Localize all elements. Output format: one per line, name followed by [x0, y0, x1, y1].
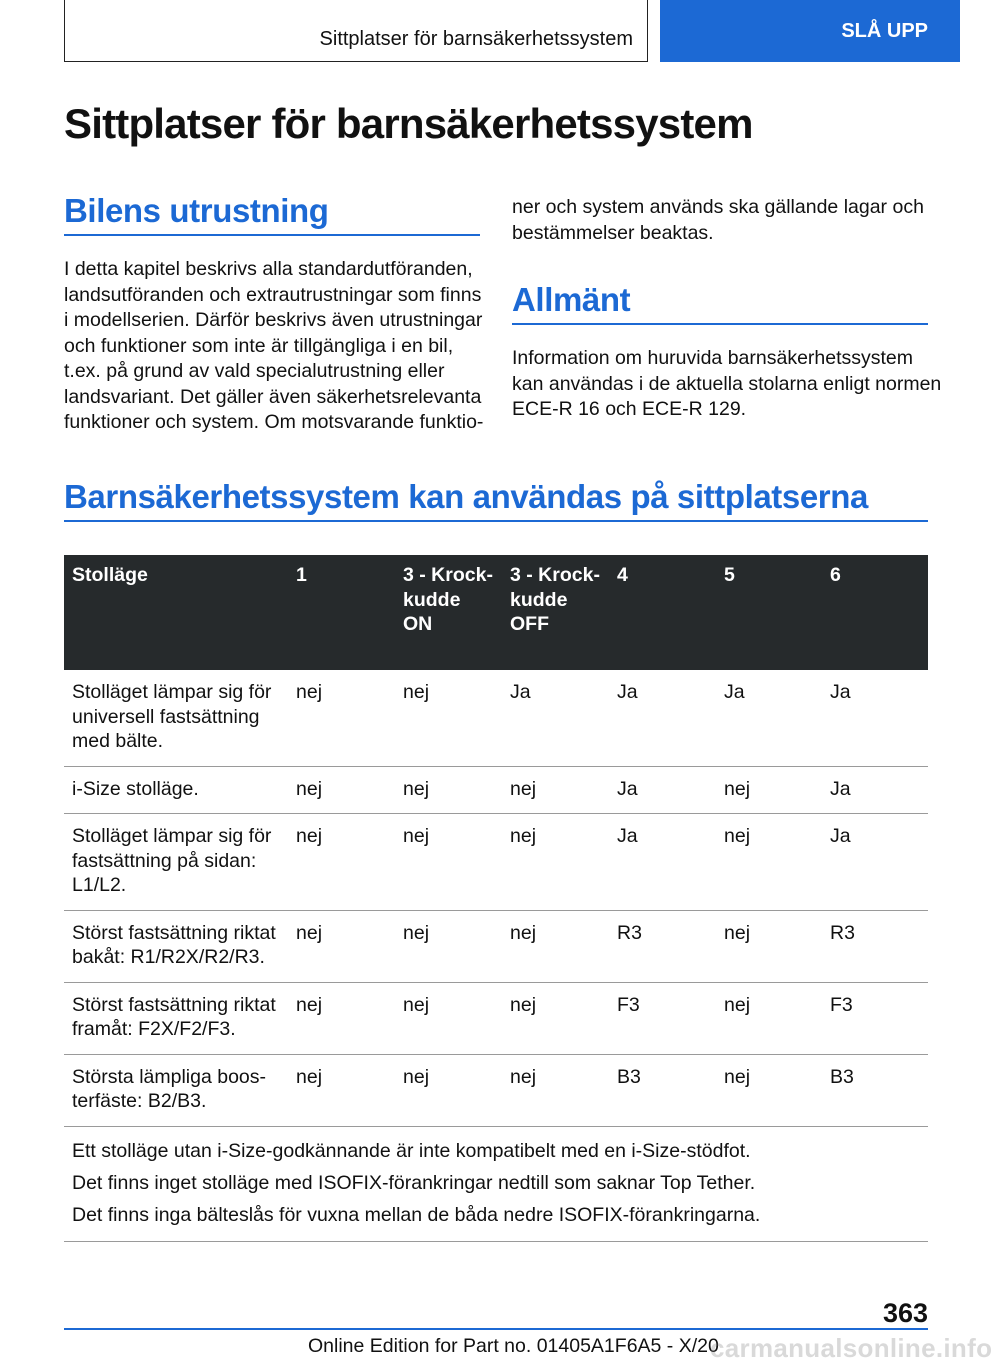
table-cell: i-Size stolläge.	[64, 766, 288, 814]
table-cell: Stolläget lämpar sig för fastsättning på sidan: L1/L2.	[64, 814, 288, 911]
header-section-box	[64, 0, 648, 62]
table-cell: nej	[395, 910, 502, 982]
table-cell: nej	[288, 814, 395, 911]
text-line: landsvariant. Det gäller även säkerhetsrelevanta	[64, 385, 482, 408]
equipment-paragraph-col1	[64, 257, 483, 436]
table-header-cell: 3 - Krock- kudde OFF	[502, 555, 609, 670]
table-row	[64, 670, 928, 766]
table-cell: B3	[609, 1054, 716, 1126]
table-cell: nej	[288, 910, 395, 982]
seating-table	[64, 555, 928, 1242]
table-note: Det finns inget stolläge med ISOFIX-förankringar nedtill som saknar Top Tether.	[72, 1171, 756, 1194]
table-row	[64, 910, 928, 982]
table-header-cell: 5	[716, 555, 822, 670]
table-notes-cell	[64, 1126, 928, 1241]
table-cell: nej	[395, 814, 502, 911]
usage-heading: Barnsäkerhetssystem kan användas på sittplatserna	[64, 478, 868, 515]
table-cell: nej	[395, 1054, 502, 1126]
table-note: Ett stolläge utan i-Size-godkännande är inte kompatibelt med en i-Size-stödfot.	[72, 1139, 751, 1162]
table-cell: Stolläget lämpar sig för universell fastsättning med bälte.	[64, 670, 288, 766]
text-line: ner och system används ska gällande lagar och	[512, 196, 924, 218]
table-cell: F3	[822, 982, 928, 1054]
equipment-paragraph-col2	[512, 195, 924, 246]
table-cell: R3	[609, 910, 716, 982]
table-cell: nej	[502, 910, 609, 982]
page-number: 363	[882, 1298, 928, 1328]
text-line: och funktioner som inte är tillgängliga i en bil,	[64, 334, 454, 357]
table-cell: nej	[716, 982, 822, 1054]
table-cell: nej	[716, 814, 822, 911]
footer-rule	[64, 1328, 928, 1330]
table-cell: nej	[288, 766, 395, 814]
lookup-button[interactable]	[660, 0, 960, 62]
table-cell: nej	[395, 982, 502, 1054]
text-line: t.ex. på grund av vald specialutrustning eller	[64, 360, 445, 382]
table-cell: nej	[288, 1054, 395, 1126]
table-cell: Ja	[502, 670, 609, 766]
text-line: kan användas i de aktuella stolarna enligt normen	[512, 372, 942, 395]
watermark: carmanualsonline.info	[710, 1333, 992, 1363]
text-line: Information om huruvida barnsäkerhetssystem	[512, 347, 914, 369]
text-line: I detta kapitel beskrivs alla standardutföranden,	[64, 258, 473, 280]
table-cell: nej	[502, 814, 609, 911]
table-cell: Ja	[609, 766, 716, 814]
table-header-cell: 4	[609, 555, 716, 670]
table-header-cell: 1	[288, 555, 395, 670]
table-cell: R3	[822, 910, 928, 982]
table-cell: F3	[609, 982, 716, 1054]
usage-heading-rule	[64, 520, 928, 522]
table-cell: Ja	[822, 814, 928, 911]
table-cell: nej	[395, 670, 502, 766]
table-cell: Ja	[822, 670, 928, 766]
general-heading: Allmänt	[512, 281, 631, 318]
equipment-heading-rule	[64, 234, 480, 236]
table-notes-row	[64, 1126, 928, 1241]
table-cell: nej	[395, 766, 502, 814]
table-row	[64, 1054, 928, 1126]
table-cell: nej	[502, 1054, 609, 1126]
table-cell: nej	[288, 982, 395, 1054]
table-cell: nej	[716, 766, 822, 814]
table-cell: nej	[502, 766, 609, 814]
general-paragraph	[512, 346, 941, 423]
table-header-cell: 3 - Krock- kudde ON	[395, 555, 502, 670]
table-cell: Ja	[822, 766, 928, 814]
table-cell: Ja	[609, 670, 716, 766]
table-cell: Ja	[609, 814, 716, 911]
page-title: Sittplatser för barnsäkerhetssystem	[64, 100, 753, 147]
table-row	[64, 814, 928, 911]
text-line: bestämmelser beaktas.	[512, 221, 714, 244]
text-line: i modellserien. Därför beskrivs även utrustningar	[64, 309, 483, 331]
table-row	[64, 766, 928, 814]
text-line: funktioner och system. Om motsvarande funktio-	[64, 411, 484, 433]
footer-edition: Online Edition for Part no. 01405A1F6A5 - X/20	[308, 1335, 719, 1357]
table-note: Det finns inga bälteslås för vuxna mellan de båda nedre ISOFIX-förankringarna.	[72, 1203, 761, 1226]
text-line: ECE-R 16 och ECE-R 129.	[512, 398, 747, 420]
text-line: landsutföranden och extrautrustningar som finns	[64, 283, 482, 306]
table-cell: Störst fastsättning riktat bakåt: R1/R2X/R2/R3.	[64, 910, 288, 982]
table-header-cell: Stolläge	[64, 555, 288, 670]
table-cell: nej	[502, 982, 609, 1054]
table-cell: Ja	[716, 670, 822, 766]
table-cell: Störst fastsättning riktat framåt: F2X/F2/F3.	[64, 982, 288, 1054]
equipment-heading: Bilens utrustning	[64, 192, 329, 229]
table-cell: nej	[716, 1054, 822, 1126]
table-cell: B3	[822, 1054, 928, 1126]
table-header-cell: 6	[822, 555, 928, 670]
table-cell: Största lämpliga boos- terfäste: B2/B3.	[64, 1054, 288, 1126]
lookup-button-label: SLÅ UPP	[841, 19, 928, 42]
table-cell: nej	[288, 670, 395, 766]
table-header-row	[64, 555, 928, 670]
header-section-label: Sittplatser för barnsäkerhetssystem	[319, 28, 633, 50]
table-row	[64, 982, 928, 1054]
table-cell: nej	[716, 910, 822, 982]
general-heading-rule	[512, 323, 928, 325]
